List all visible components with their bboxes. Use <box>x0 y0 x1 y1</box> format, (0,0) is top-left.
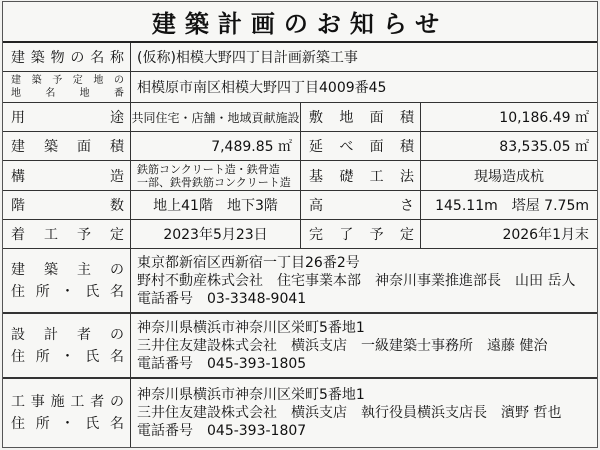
label-char: べ <box>339 139 354 155</box>
label-total-floor-area <box>301 132 421 160</box>
value-total-floor-area: 83,535.05 ㎡ <box>499 139 589 155</box>
label-char: 計 <box>44 326 58 343</box>
label-char: 定 <box>110 227 124 243</box>
label-char: 予 <box>52 75 63 86</box>
label-building-area <box>3 132 131 160</box>
owner-name: 野村不動産株式会社 住宅事業本部 神奈川事業推進部長 山田 岳人 <box>137 272 576 289</box>
label-char: 地 <box>11 88 21 99</box>
label-char: 者 <box>90 394 105 410</box>
label-structure <box>3 161 131 190</box>
label-char: 物 <box>50 50 65 66</box>
label-char: 築 <box>31 75 42 86</box>
label-char: 氏 <box>85 416 100 432</box>
label-char: 数 <box>110 198 124 214</box>
label-char: 地 <box>93 75 104 86</box>
label-char: 工 <box>70 394 85 410</box>
value-completion: 2026年1月末 <box>502 227 589 243</box>
label-char: 所 <box>35 416 50 432</box>
notice-board <box>2 1 598 448</box>
label-char: 法 <box>399 168 414 185</box>
label-char: 延 <box>309 139 323 155</box>
label-char: 名 <box>110 416 124 432</box>
label-char: 工 <box>11 394 25 410</box>
label-completion <box>301 220 421 248</box>
label-char: 階 <box>11 198 25 214</box>
label-building-name <box>3 43 131 71</box>
designer-address: 神奈川県横浜市神奈川区栄町5番地1 <box>137 319 365 336</box>
label-char: 完 <box>309 227 323 243</box>
label-char: 設 <box>11 326 25 343</box>
value-structure-line1: 鉄筋コンクリート造・鉄骨造 <box>137 162 280 176</box>
label-char: ・ <box>60 416 75 432</box>
label-char: 工 <box>44 227 58 243</box>
row-use <box>3 103 597 132</box>
row-schedule <box>3 220 597 249</box>
label-site <box>3 72 131 102</box>
label-designer <box>3 314 131 377</box>
label-char: 敷 <box>309 110 323 126</box>
label-char: 地 <box>79 88 90 99</box>
value-height: 145.11m 塔屋 7.75m <box>435 198 589 214</box>
row-floors <box>3 191 597 220</box>
label-char: 面 <box>369 110 384 126</box>
label-char: 建 <box>11 261 25 278</box>
label-char: の <box>110 326 124 343</box>
label-char: ・ <box>60 283 75 300</box>
value-structure-line2: 一部、鉄骨鉄筋コンクリート造 <box>137 175 291 189</box>
owner-address: 東京都新宿区西新宿一丁目26番2号 <box>137 254 360 271</box>
label-char: 着 <box>11 227 25 243</box>
designer-name: 三井住友建設株式会社 横浜支店 一級建築士事務所 遠藤 健治 <box>137 337 548 354</box>
label-site-line1 <box>11 74 124 87</box>
label-char: 構 <box>11 168 25 185</box>
value-site: 相模原市南区相模大野四丁目4009番45 <box>137 80 387 96</box>
label-char: 住 <box>11 283 25 300</box>
label-char: 造 <box>110 168 124 185</box>
label-char: 定 <box>72 75 83 86</box>
contractor-phone: 電話番号 045-393-1807 <box>137 423 307 439</box>
value-contractor <box>131 379 597 447</box>
label-char: 築 <box>30 50 45 66</box>
value-building-name: (仮称)相模大野四丁目計画新築工事 <box>137 50 358 66</box>
value-use: 共同住宅・店舗・地域貢献施設 <box>131 103 301 131</box>
label-char: 建 <box>11 50 25 66</box>
label-char: 施 <box>50 394 65 410</box>
label-start <box>3 220 131 248</box>
label-char: さ <box>400 198 414 214</box>
label-use <box>3 103 131 131</box>
label-char: 主 <box>77 261 91 278</box>
label-char: 住 <box>11 416 25 432</box>
label-owner-line2 <box>11 281 124 303</box>
label-char: 高 <box>309 198 323 214</box>
label-char: 所 <box>35 348 50 365</box>
label-char: 名 <box>90 50 105 66</box>
label-char: 事 <box>30 394 45 410</box>
value-floors: 地上41階 地下3階 <box>131 191 301 219</box>
label-char: 名 <box>110 348 124 365</box>
label-char: 所 <box>35 283 50 300</box>
label-char: 名 <box>45 88 56 99</box>
label-char: 住 <box>11 348 25 365</box>
label-char: 番 <box>113 88 124 99</box>
label-char: 築 <box>44 139 58 155</box>
label-char: 建 <box>11 75 21 86</box>
label-char: 積 <box>110 139 124 155</box>
row-building-area <box>3 132 597 161</box>
label-char: の <box>110 261 124 278</box>
label-owner <box>3 249 131 312</box>
label-contractor-line2 <box>11 413 124 435</box>
label-char: 面 <box>369 139 384 155</box>
label-char: 者 <box>77 326 91 343</box>
label-contractor-line1 <box>11 391 124 413</box>
label-floors <box>3 191 131 219</box>
label-char: 面 <box>77 139 91 155</box>
label-char: 積 <box>399 139 414 155</box>
label-char: 建 <box>11 139 25 155</box>
label-char: ・ <box>60 348 75 365</box>
value-owner <box>131 249 597 312</box>
label-char: 用 <box>11 110 25 126</box>
label-char: 氏 <box>85 348 100 365</box>
label-owner-line1 <box>11 259 124 281</box>
designer-phone: 電話番号 045-393-1805 <box>137 355 307 372</box>
label-char: 基 <box>309 168 323 185</box>
contractor-address: 神奈川県横浜市神奈川区栄町5番地1 <box>137 387 365 403</box>
contractor-name: 三井住友建設株式会社 横浜支店 執行役員横浜支店長 濱野 哲也 <box>137 405 562 421</box>
value-foundation: 現場造成杭 <box>474 168 544 185</box>
label-char: 工 <box>369 168 384 185</box>
row-contractor <box>3 379 597 447</box>
label-char: 予 <box>77 227 91 243</box>
label-char: 途 <box>110 110 124 126</box>
value-building-area: 7,489.85 ㎡ <box>131 132 301 160</box>
row-owner <box>3 249 597 314</box>
value-designer <box>131 314 597 377</box>
row-designer <box>3 314 597 379</box>
label-char: 称 <box>109 50 124 66</box>
label-designer-line1 <box>11 324 124 346</box>
label-designer-line2 <box>11 346 124 368</box>
label-char: 築 <box>44 261 58 278</box>
label-height <box>301 191 421 219</box>
label-char: 名 <box>110 283 124 300</box>
label-char: 予 <box>369 227 384 243</box>
label-char: 地 <box>339 110 354 126</box>
label-char: の <box>70 50 85 66</box>
value-structure <box>131 161 301 190</box>
label-foundation <box>301 161 421 190</box>
label-char: 積 <box>399 110 414 126</box>
label-site-area <box>301 103 421 131</box>
row-site <box>3 72 597 103</box>
notice-title: 建築計画のお知らせ <box>3 2 597 43</box>
row-structure <box>3 161 597 191</box>
row-building-name <box>3 43 597 72</box>
label-char: 定 <box>399 227 414 243</box>
value-site-area: 10,186.49 ㎡ <box>499 110 589 126</box>
owner-phone: 電話番号 03-3348-9041 <box>137 290 307 307</box>
label-char: 了 <box>339 227 354 243</box>
label-char: の <box>109 394 124 410</box>
value-start: 2023年5月23日 <box>131 220 301 248</box>
label-contractor <box>3 379 131 447</box>
label-char: の <box>113 75 124 86</box>
label-char: 氏 <box>85 283 100 300</box>
label-site-line2 <box>11 87 124 100</box>
label-char: 礎 <box>339 168 354 185</box>
